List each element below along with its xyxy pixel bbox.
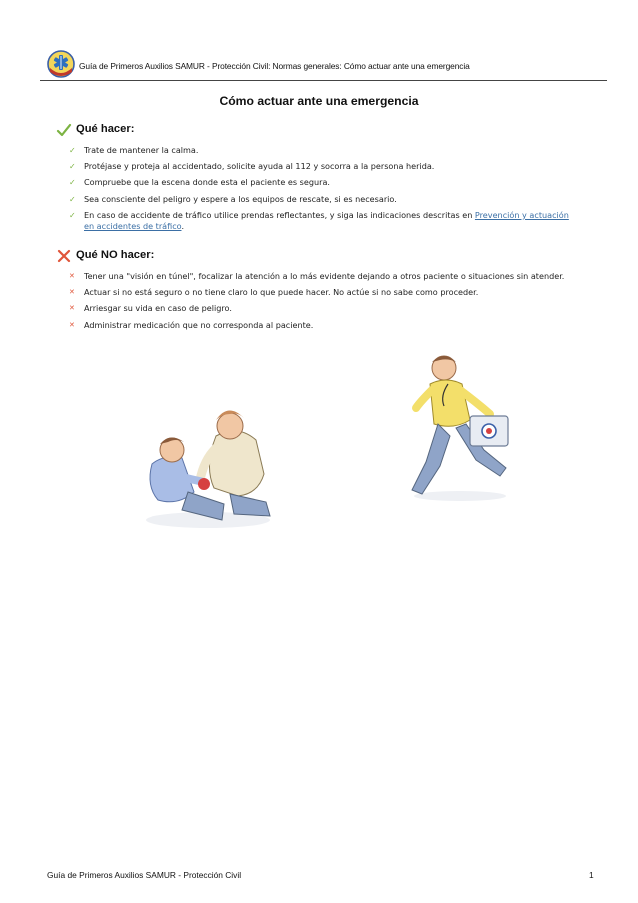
dont-section [56,248,576,336]
first-aid-helper-illustration [138,396,274,530]
paramedic-running-illustration [400,350,522,502]
header-title: Guía de Primeros Auxilios SAMUR - Protección Civil: Normas generales: Cómo actuar ante una emergencia [79,61,470,71]
samur-logo-icon [47,50,75,78]
list-item: ✓ En caso de accidente de tráfico utilice prendas reflectantes, y siga las indicaciones descritas en Prevención y actuación en accidentes de tráfico. [69,209,569,232]
cross-icon [56,248,72,264]
dont-section-header [56,248,576,264]
check-bullet-icon: ✓ [69,194,76,204]
check-bullet-icon: ✓ [69,162,76,172]
page-title: Cómo actuar ante una emergencia [219,94,419,108]
list-item: ✕ Administrar medicación que no corresponda al paciente. [69,319,314,330]
dont-list [56,271,576,331]
cross-bullet-icon: ✕ [69,320,75,329]
list-item: ✕ Actuar si no está seguro o no tiene claro lo que puede hacer. No actúe si no sabe como proceder. [69,287,479,298]
list-item: ✓ Protéjase y proteja al accidentado, solicite ayuda al 112 y socorra a la persona herida. [69,161,435,172]
do-section [56,122,576,237]
dont-section-label: Qué NO hacer: [76,249,155,261]
check-bullet-icon: ✓ [69,146,76,155]
cross-bullet-icon: ✕ [69,288,75,297]
do-list [56,145,576,232]
list-item: ✕ Arriesgar su vida en caso de peligro. [69,303,232,314]
page-number: 1 [589,870,594,880]
do-section-label: Qué hacer: [76,123,135,135]
cross-bullet-icon: ✕ [69,304,75,313]
header-divider [40,80,607,81]
traffic-accident-link[interactable]: Prevención y actuación en accidentes de tráfico [84,209,569,232]
page-header [47,50,607,78]
check-bullet-icon: ✓ [69,178,76,188]
list-item: ✓ Sea consciente del peligro y espere a los equipos de rescate, si es necesario. [69,193,397,204]
cross-bullet-icon: ✕ [69,272,75,280]
do-section-header [56,122,576,138]
list-item: ✓ Trate de mantener la calma. [69,145,199,155]
list-item: ✕ Tener una "visión en túnel", focalizar la atención a lo más evidente dejando a otros paciente o situaciones sin atender. [69,271,565,281]
list-item: ✓ Compruebe que la escena donde esta el paciente es segura. [69,177,330,188]
footer-text: Guía de Primeros Auxilios SAMUR - Protección Civil [47,870,242,880]
check-bullet-icon: ✓ [69,210,76,220]
check-icon [56,122,72,138]
